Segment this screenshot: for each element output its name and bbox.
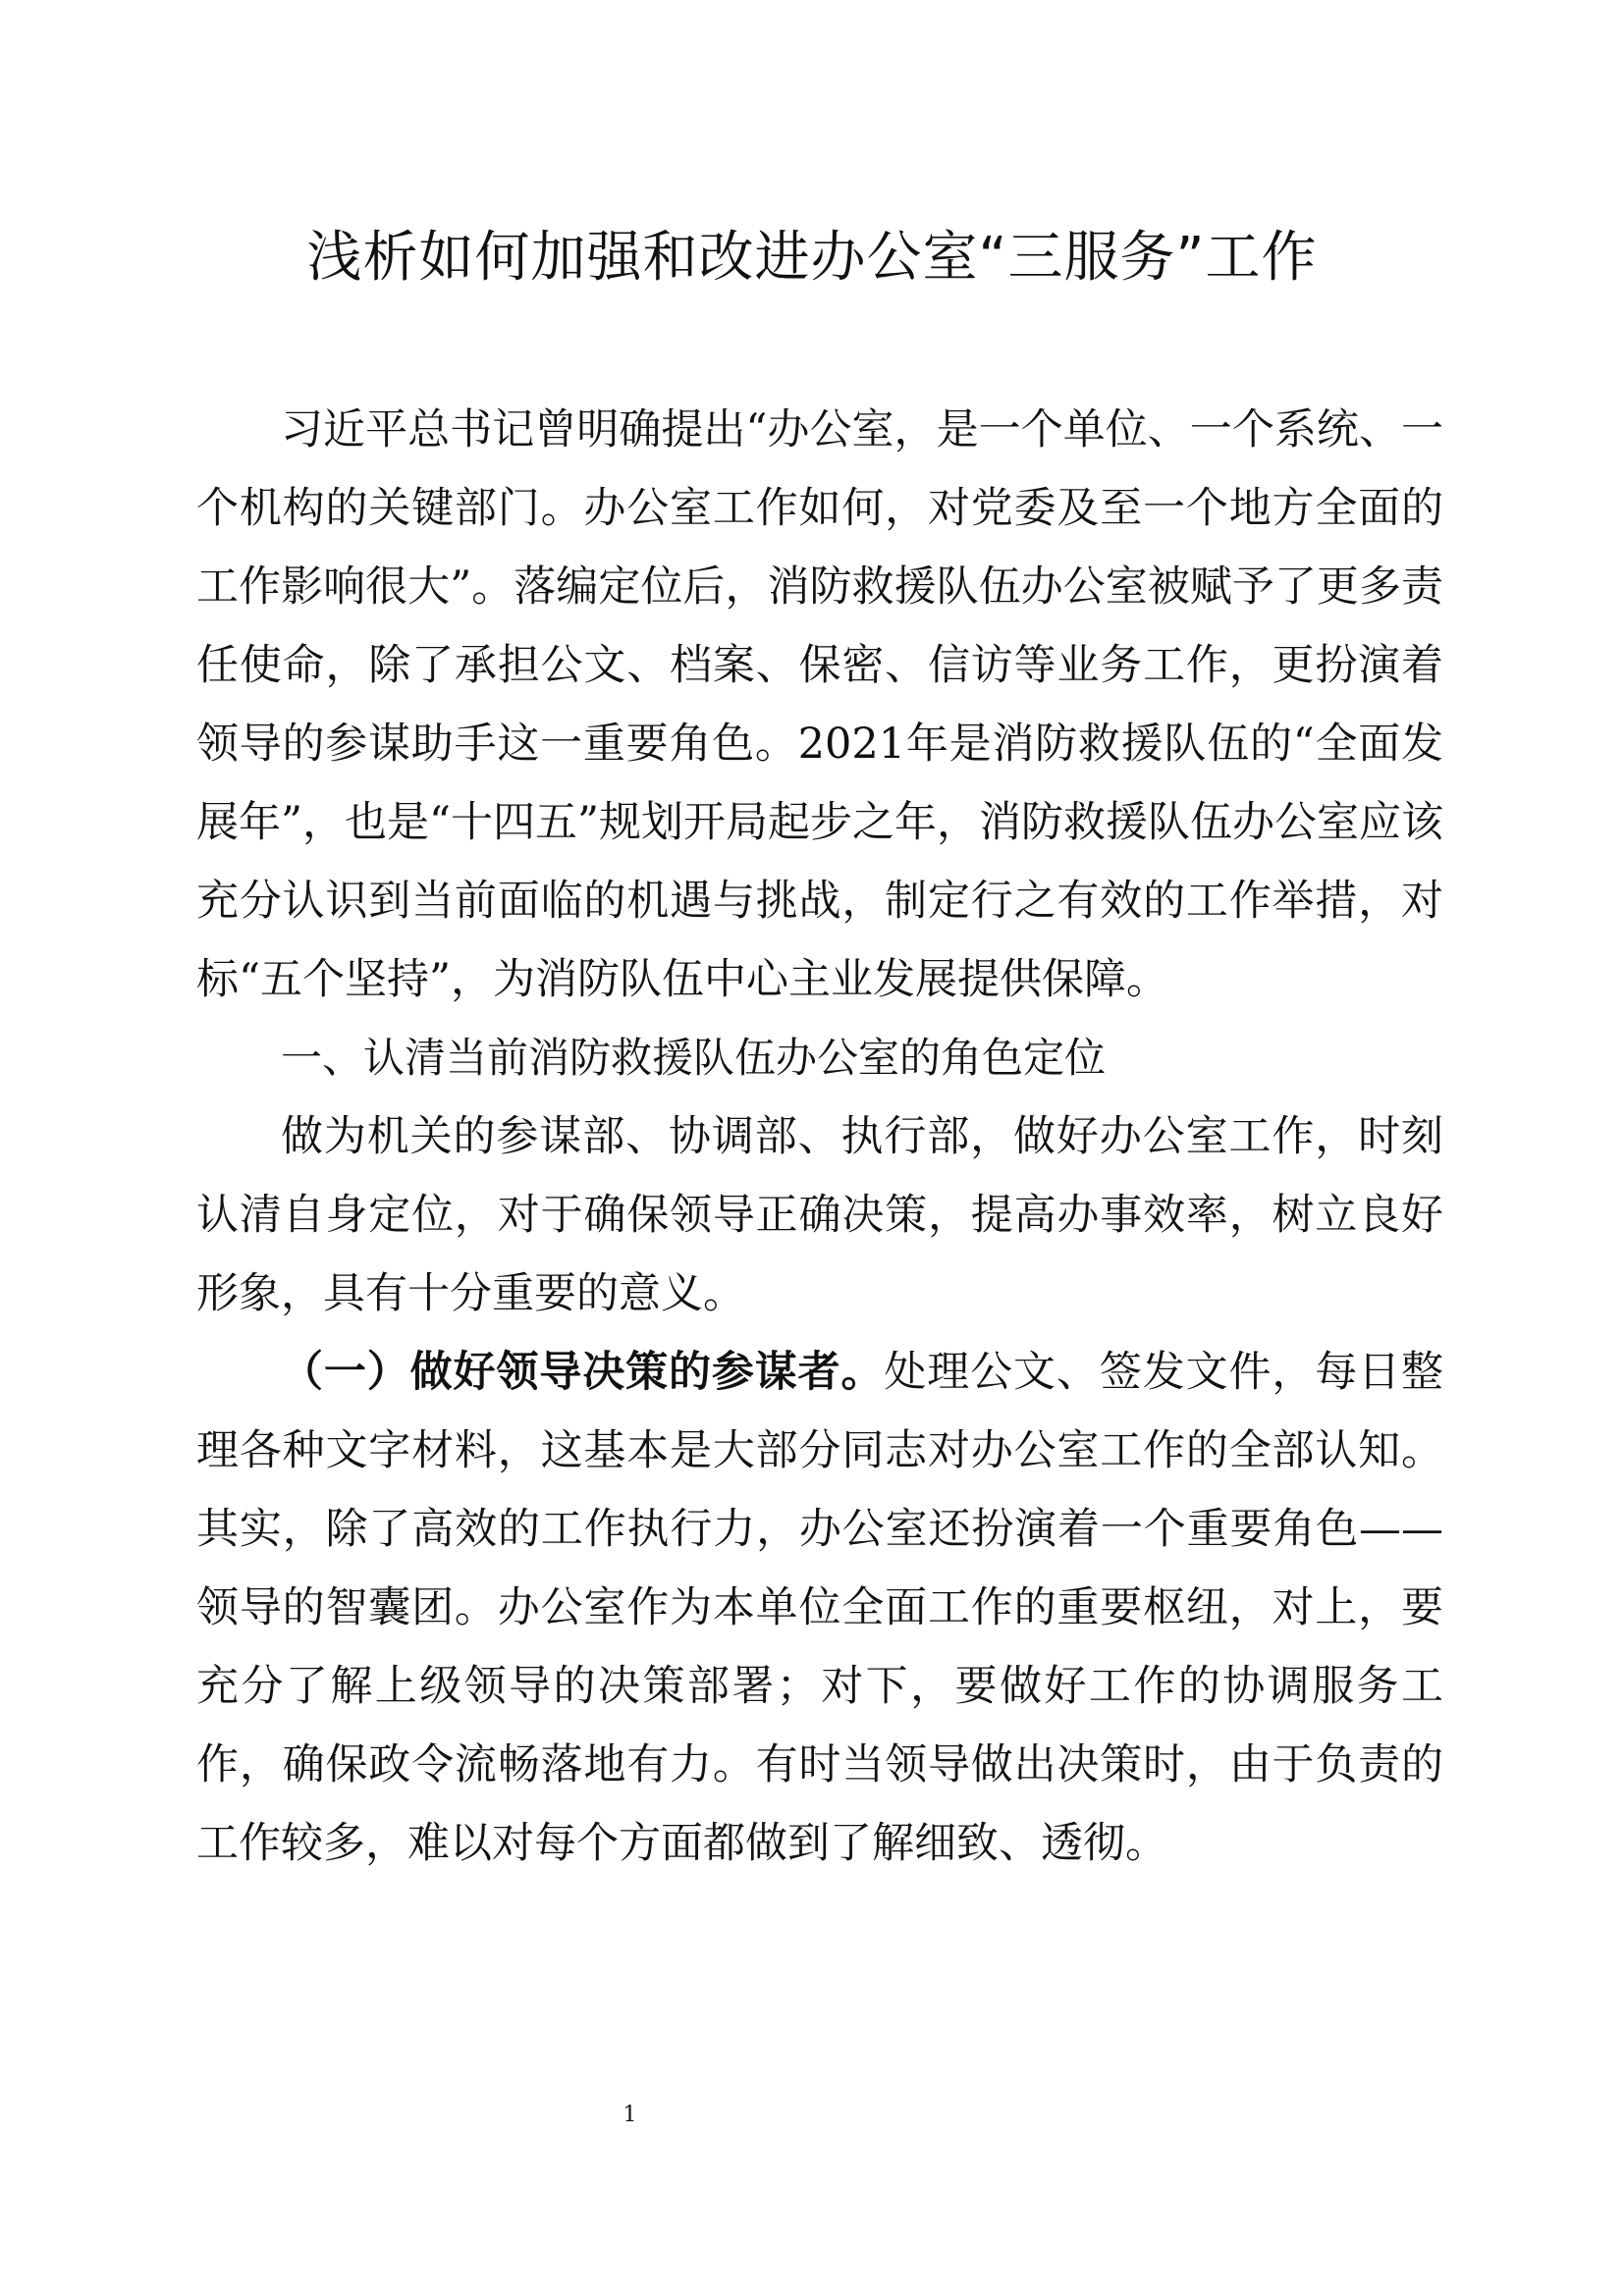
intro-paragraph: 习近平总书记曾明确提出“办公室，是一个单位、一个系统、一个机构的关键部门。办公室工作如何，对党委及至一个地方全面的工作影响很大”。落编定位后，消防救援队伍办公室被赋予了更多责任使命，除了承担公文、档案、保密、信访等业务工作，更扮演着领导的参谋助手这一重要角色。2021年是消防救援队伍的“全面发展年”，也是“十四五”规划开局起步之年，消防救援队伍办公室应该充分认识到当前面临的机遇与挑战，制定行之有效的工作举措，对标“五个坚持”，为消防队伍中心主业发展提供保障。 (196, 405, 1443, 1004)
document-title: 浅析如何加强和改进办公室“三服务”工作 (306, 226, 1318, 290)
section-heading: 一、认清当前消防救援队伍办公室的角色定位 (281, 1034, 1107, 1082)
subsection-paragraph (196, 1333, 1443, 1883)
section-paragraph: 做为机关的参谋部、协调部、执行部，做好办公室工作，时刻认清自身定位，对于确保领导正确决策，提高办事效率，树立良好形象，具有十分重要的意义。 (196, 1112, 1443, 1318)
subsection-text: 处理公文、签发文件，每日整理各种文字材料，这基本是大部分同志对办公室工作的全部认知。其实，除了高效的工作执行力，办公室还扮演着一个重要角色——领导的智囊团。办公室作为本单位全面工作的重要枢纽，对上，要充分了解上级领导的决策部署；对下，要做好工作的协调服务工作，确保政令流畅落地有力。有时当领导做出决策时，由于负责的工作较多，难以对每个方面都做到了解细致、透彻。 (196, 1348, 1444, 1868)
document-body (196, 391, 1443, 1883)
subsection-lead: （一）做好领导决策的参谋者。 (281, 1348, 885, 1397)
page-number: 1 (623, 2103, 637, 2127)
